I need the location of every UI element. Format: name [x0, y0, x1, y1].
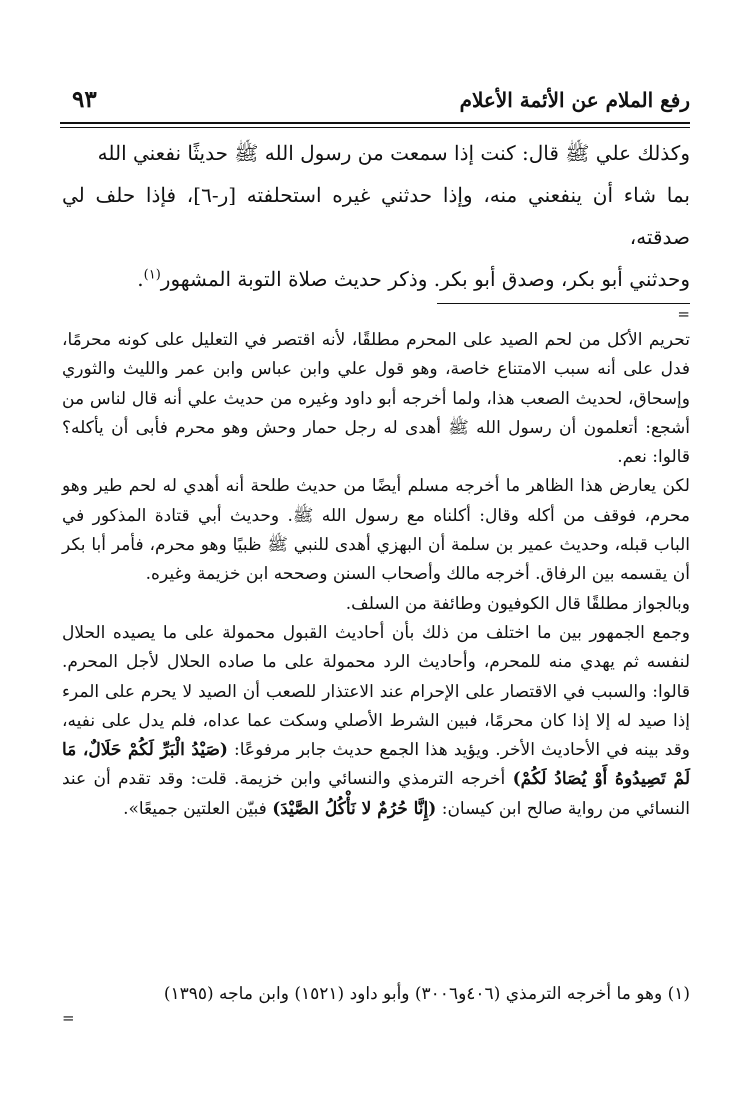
- hadith-quote: (صَيْدُ الْبَرِّ لَكُمْ حَلَالٌ، مَا لَمْ تَصِيدُوهُ أَوْ يُصَادُ لَكُمْ): [62, 740, 690, 790]
- page-number: ٩٣: [72, 86, 97, 113]
- hadith-quote: (إِنَّا حُرُمٌ لا نَأْكُلُ الصَّيْدَ): [272, 798, 437, 819]
- footnote-separator: [437, 303, 690, 304]
- running-title: رفع الملام عن الأئمة الأعلام: [459, 88, 690, 112]
- footnote-continuation: [62, 326, 690, 824]
- running-header: [60, 84, 690, 124]
- note-paragraph: وبالجواز مطلقًا قال الكوفيون وطائفة من السلف.: [345, 593, 690, 614]
- note-paragraph: لكن يعارض هذا الظاهر ما أخرجه مسلم أيضًا من حديث طلحة أنه أهدي له لحم طير وهو محرم، فوقف من أكله وقال: أكلناه مع رسول الله ﷺ. وحديث أبي قتادة المذكور في الباب قبله، وحديث عمير بن سلمة أن البهزي أهدى للنبي ﷺ ظبيًا وهو محرم، فأمر أبا بكر أن يقسمه بين الرفاق. أخرجه مالك وأصحاب السنن وصححه ابن خزيمة وغيره.: [62, 476, 690, 585]
- note-text: أخرجه الترمذي والنسائي وابن خزيمة. قلت: وقد تقدم أن عند النسائي من رواية صالح ابن كيسان:: [62, 769, 690, 819]
- note-paragraph: تحريم الأكل من لحم الصيد على المحرم مطلقًا، لأنه اقتصر في التعليل على كونه محرمًا، فدل على أنه سبب الامتناع خاصة، وهو قول علي وابن عباس وابن عمر والليث والثوري وإسحاق، لحديث الصعب هذا، ولما أخرجه أبو داود وغيره من حديث علي أنه قال لناس من أشجع: أتعلمون أن رسول الله ﷺ أهدى له رجل حمار وحش وهو محرم فأبى أن يأكله؟ قالوا: نعم.: [62, 330, 690, 468]
- note-paragraph: [62, 619, 690, 824]
- footnote-1: (١) وهو ما أخرجه الترمذي (٤٠٦و٣٠٠٦) وأبو داود (١٥٢١) وابن ماجه (١٣٩٥): [163, 984, 690, 1004]
- main-line: وكذلك علي ﷺ قال: كنت إذا سمعت من رسول الله ﷺ حديثًا نفعني الله: [97, 141, 690, 165]
- note-text: وجمع الجمهور بين ما اختلف من ذلك بأن أحاديث القبول محمولة على ما يصيده الحلال لنفسه ثم يهدي منه للمحرم، وأحاديث الرد محمولة على ما صاده الحلال لأجل المحرم. قالوا: والسبب في الاقتصار على الإحرام عند الاعتذار للصعب أن الصيد لا يحرم على المرء إذا صيد له إلا إذا كان محرمًا، فبين الشرط الأصلي وسكت عما عداه، فلم يدل على نفيه، وقد بينه في الأحاديث الأخر. ويؤيد هذا الجمع حديث جابر مرفوعًا:: [62, 622, 691, 761]
- continuation-mark-bottom: =: [62, 1009, 75, 1027]
- header-rule-thin: [60, 127, 690, 128]
- continuation-mark-top: =: [677, 305, 690, 323]
- header-rule: [60, 122, 690, 124]
- main-line: بما شاء أن ينفعني منه، وإذا حدثني غيره استحلفته [ر-٦]، فإذا حلف لي صدقته،: [62, 183, 690, 249]
- main-line: وحدثني أبو بكر، وصدق أبو بكر. وذكر حديث صلاة التوبة المشهور$^{(١)}$.: [137, 267, 690, 291]
- main-text: [62, 132, 690, 300]
- main-line-text: وحدثني أبو بكر، وصدق أبو بكر. وذكر حديث صلاة التوبة المشهور: [160, 267, 690, 291]
- note-text: فبيّن العلتين جميعًا».: [123, 798, 267, 819]
- footnote-marker: (١): [143, 267, 161, 283]
